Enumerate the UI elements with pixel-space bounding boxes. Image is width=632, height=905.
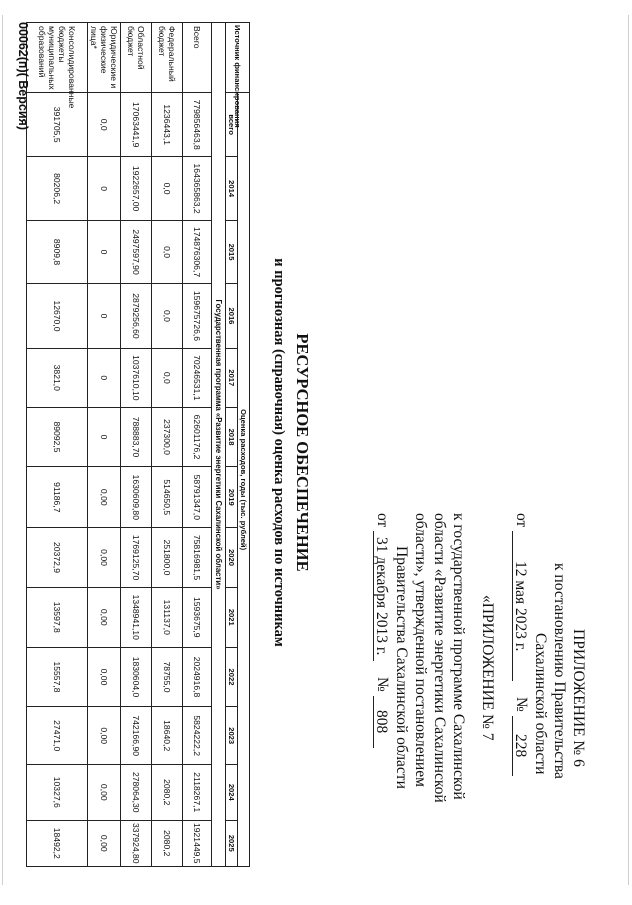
cell: 0,0	[152, 283, 183, 348]
cell: 20372,9	[27, 528, 88, 588]
appendix-old-number-label: №	[374, 676, 391, 692]
cell: 2080,2	[152, 765, 183, 821]
cell: 779856463,8	[183, 93, 212, 157]
cell: 18640,2	[152, 707, 183, 765]
col-header: 2019	[226, 467, 238, 528]
cell: 1922657,00	[121, 157, 152, 221]
cell: 0,0	[88, 93, 121, 157]
cell: 2024916,8	[183, 647, 212, 707]
appendix-old-line: к государственной программе Сахалинской	[450, 513, 467, 800]
cell: 62601176,2	[183, 407, 212, 467]
col-header: 2025	[226, 820, 238, 866]
row-source: Всего	[183, 23, 212, 93]
cell: 75816981,5	[183, 528, 212, 588]
table-row	[183, 23, 212, 867]
cell: 80206,2	[27, 157, 88, 221]
col-header: 2024	[226, 765, 238, 821]
cell: 159675726,6	[183, 283, 212, 348]
cell: 788883,70	[121, 407, 152, 467]
cell: 27471,0	[27, 707, 88, 765]
appendix-old-title: «ПРИЛОЖЕНИЕ № 7	[479, 595, 496, 741]
cell: 251800,0	[152, 528, 183, 588]
heading-title: РЕСУРСНОЕ ОБЕСПЕЧЕНИЕ	[293, 333, 312, 572]
appendix-old-line: области», утвержденной постановлением	[412, 513, 429, 787]
cell: 164365863,2	[183, 157, 212, 221]
cell: 0,00	[88, 467, 121, 528]
row-source: Областной бюджет	[121, 23, 152, 93]
cell: 5824222,2	[183, 707, 212, 765]
table-row	[152, 23, 183, 867]
col-header: всего	[226, 93, 238, 157]
cell: 0	[88, 407, 121, 467]
appendix-old-date: 31 декабря 2013 г.	[373, 531, 391, 661]
cell: 2497597,90	[121, 221, 152, 284]
appendix-old-from-label: от	[374, 513, 391, 528]
cell: 17063441,9	[121, 93, 152, 157]
cell: 237300,0	[152, 407, 183, 467]
program-title: Государственная программа «Развитие энергетики Сахалинской области»	[212, 23, 226, 867]
appendix-new-number-label: №	[513, 696, 530, 712]
table-row	[88, 23, 121, 867]
cell: 0	[88, 283, 121, 348]
col-header: 2015	[226, 221, 238, 284]
col-header: 2022	[226, 647, 238, 707]
appendix-old-line: области «Развитие энергетики Сахалинской	[431, 513, 448, 803]
col-header: 2023	[226, 707, 238, 765]
cell: 89092,5	[27, 407, 88, 467]
cell: 337924,80	[121, 820, 152, 866]
appendix-new-from-label: от	[513, 513, 530, 528]
row-source: Юридические и физические лица*	[88, 23, 121, 93]
funding-table	[26, 22, 250, 867]
col-header: 2017	[226, 348, 238, 407]
appendix-new-number: 228	[512, 716, 530, 776]
row-source: Федеральный бюджет	[152, 23, 183, 93]
cell: 12670,0	[27, 283, 88, 348]
cell: 3821,0	[27, 348, 88, 407]
appendix-new-line2: Сахалинской области	[532, 633, 549, 775]
cell: 1830604,0	[121, 647, 152, 707]
cell: 15557,8	[27, 647, 88, 707]
cell: 1037610,10	[121, 348, 152, 407]
cell: 1236443,1	[152, 93, 183, 157]
cell: 2118267,1	[183, 765, 212, 821]
cell: 58791347,0	[183, 467, 212, 528]
appendix-old-number: 808	[373, 696, 391, 748]
cell: 2080,2	[152, 820, 183, 866]
col-header: 2021	[226, 587, 238, 647]
heading-subtitle: и прогнозная (справочная) оценка расходов по источникам	[271, 258, 287, 647]
cell: 1348941,10	[121, 587, 152, 647]
cell: 278064,30	[121, 765, 152, 821]
cell: 391705,5	[27, 93, 88, 157]
cell: 0,0	[152, 157, 183, 221]
cell: 0	[88, 348, 121, 407]
scan-edge-mark	[2, 15, 3, 885]
appendix-new-title: ПРИЛОЖЕНИЕ № 6	[570, 629, 587, 767]
estimate-header: Оценка расходов, годы (тыс. рублей)	[238, 93, 250, 867]
source-header: Источник финансирования	[226, 23, 250, 93]
cell: 18492,2	[27, 820, 88, 866]
cell: 0,00	[88, 820, 121, 866]
cell: 1630609,80	[121, 467, 152, 528]
cell: 1921449,5	[183, 820, 212, 866]
cell: 131137,0	[152, 587, 183, 647]
cell: 2879256,60	[121, 283, 152, 348]
cell: 10327,6	[27, 765, 88, 821]
cell: 0,00	[88, 647, 121, 707]
scan-edge-mark	[628, 15, 629, 885]
appendix-new-line1: к постановлению Правительства	[551, 563, 568, 779]
cell: 91186,7	[27, 467, 88, 528]
appendix-new-block	[512, 513, 588, 779]
appendix-new-date: 12 мая 2023 г.	[512, 531, 530, 681]
col-header: 2014	[226, 157, 238, 221]
footer-code: 00062(п)( Версия)	[16, 22, 30, 130]
cell: 742166,90	[121, 707, 152, 765]
cell: 13597,8	[27, 587, 88, 647]
table-row	[121, 23, 152, 867]
table-row	[27, 23, 88, 867]
cell: 0,0	[152, 221, 183, 284]
col-header: 2016	[226, 283, 238, 348]
cell: 0,00	[88, 707, 121, 765]
cell: 0	[88, 221, 121, 284]
cell: 1593675,9	[183, 587, 212, 647]
col-header: 2020	[226, 528, 238, 588]
row-source: Консолидированные бюджеты муниципальных образований	[27, 23, 88, 93]
col-header: 2018	[226, 407, 238, 467]
cell: 0	[88, 157, 121, 221]
cell: 174876306,7	[183, 221, 212, 284]
cell: 70246531,1	[183, 348, 212, 407]
cell: 8909,8	[27, 221, 88, 284]
cell: 0,00	[88, 587, 121, 647]
cell: 514650,5	[152, 467, 183, 528]
cell: 78755,0	[152, 647, 183, 707]
cell: 0,0	[152, 348, 183, 407]
appendix-old-line: Правительства Сахалинской области	[393, 546, 410, 789]
cell: 0,00	[88, 528, 121, 588]
cell: 0,00	[88, 765, 121, 821]
appendix-old-block	[373, 513, 497, 803]
cell: 1769125,70	[121, 528, 152, 588]
